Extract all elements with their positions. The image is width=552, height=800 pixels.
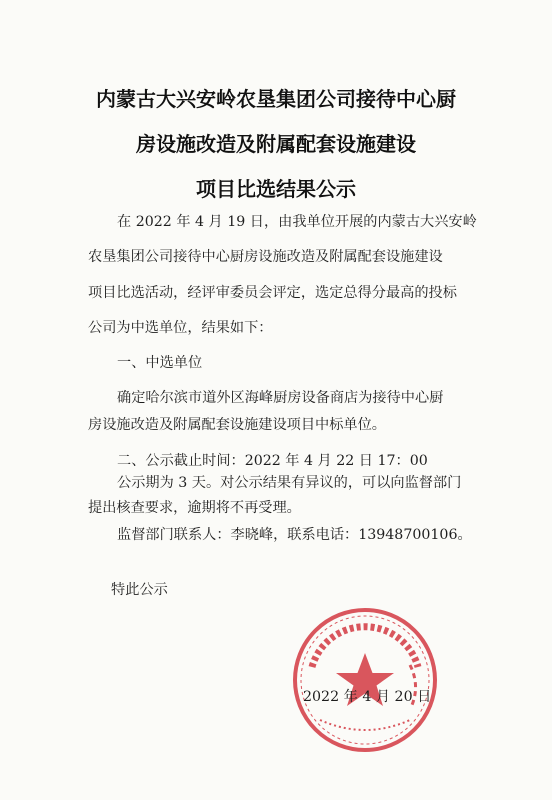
section-heading: 二、公示截止时间：2022 年 4 月 22 日 17：00: [117, 453, 428, 469]
section-heading: 一、中选单位: [117, 355, 203, 371]
body-paragraph-line: 房设施改造及附属配套设施建设项目中标单位。: [88, 417, 386, 433]
body-paragraph-line: 提出核查要求，逾期将不再受理。: [88, 500, 301, 516]
body-paragraph-line: 在 2022 年 4 月 19 日，由我单位开展的内蒙古大兴安岭: [117, 214, 477, 230]
document-title-line-2: 房设施改造及附属配套设施建设: [136, 132, 416, 156]
body-paragraph-line: 农垦集团公司接待中心厨房设施改造及附属配套设施建设: [88, 249, 443, 265]
official-seal-icon: [290, 605, 440, 755]
document-date: 2022 年 4 月 20 日: [303, 689, 432, 705]
body-paragraph-line: 项目比选活动，经评审委员会评定，选定总得分最高的投标: [88, 285, 457, 301]
body-paragraph-line: 公示期为 3 天。对公示结果有异议的，可以向监督部门: [117, 475, 462, 491]
body-paragraph-line: 公司为中选单位，结果如下：: [88, 320, 273, 336]
closing-line: 特此公示: [111, 582, 168, 598]
contact-line: 监督部门联系人：李晓峰，联系电话：13948700106。: [117, 527, 472, 543]
document-title-line-3: 项目比选结果公示: [196, 177, 356, 201]
body-paragraph-line: 确定哈尔滨市道外区海峰厨房设备商店为接待中心厨: [117, 390, 444, 406]
document-title-line-1: 内蒙古大兴安岭农垦集团公司接待中心厨: [96, 87, 456, 111]
